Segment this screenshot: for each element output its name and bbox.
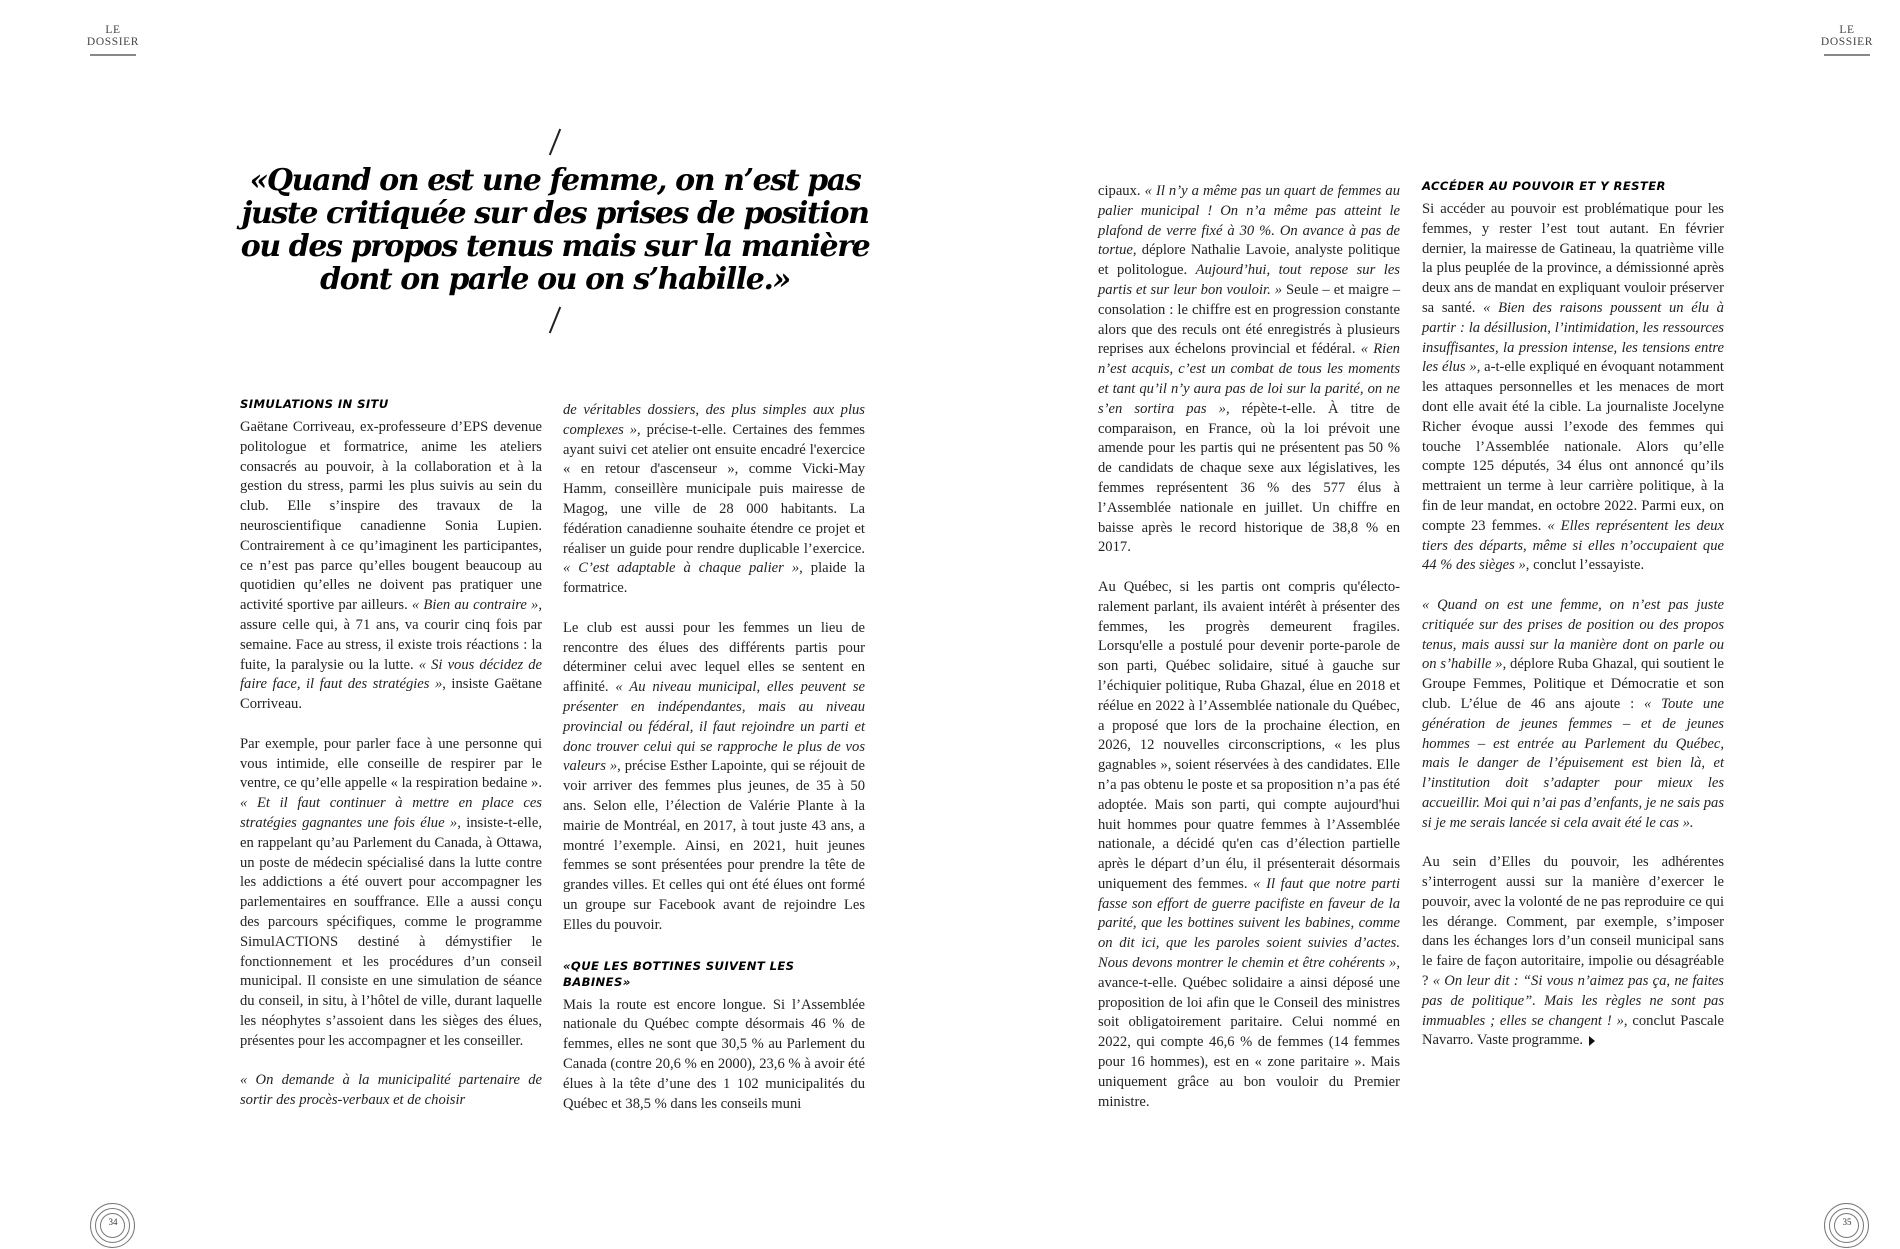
- running-head-rule: [90, 54, 136, 56]
- article-column-2: [563, 401, 865, 1134]
- running-head-rule: [1824, 54, 1870, 56]
- paragraph: « On demande à la municipalité partenaire de sortir des procès-verbaux et de choisir: [240, 1072, 542, 1109]
- paragraph: Mais la route est encore longue. Si l’Assemblée nationale du Québec compte désormais 46 % de femmes, elles ne sont que 30,5 % au Parlement du Canada (contre 20,6 % en 2000), 23,6 % à avoir été élues à la tête d’une des 1 102 municipalités du Québec et 38,5 % dans les conseils muni: [563, 996, 865, 1112]
- running-head-right: [1814, 24, 1880, 56]
- end-of-article-icon: [1589, 1036, 1595, 1046]
- paragraph: Si accéder au pouvoir est problématique pour les femmes, y rester l’est tout autant. En février dernier, la mairesse de Gatineau, la quatrième ville la plus peuplée de la province, a démissionné après deux ans de mandat en expliquant vouloir préserver sa santé. « Bien des raisons poussent un élu à partir : la désillusion, l’intimidation, les ressources insuffisantes, la pression intense, les tensions entre les élus », a-t-elle expliqué en évoquant notamment les attaques personnelles et les menaces de mort dont elle avait été la cible. La journaliste Jocelyne Richer évoque aussi l’exode des femmes qui touche l’Assemblée nationale. Alors qu’elle compte 125 députés, 34 élus ont annoncé qu’ils mettraient un terme à leur carrière politique, à la fin de leur mandat, en octobre 2022. Parmi eux, on compte 23 femmes. « Elles représentent les deux tiers des départs, même si elles n’occupaient que 44 % des sièges », conclut l’essayiste.: [1422, 201, 1724, 574]
- paragraph: Le club est aussi pour les femmes un lieu de rencontre des élues des différents partis pour déterminer celui avec lequel elles se sentent en affinité. « Au niveau municipal, elles peuvent se présenter en indépendantes, mais au niveau provincial ou fédéral, il faut rejoindre un parti et donc trouver celui qui se rapproche le plus de vos valeurs », précise Esther Lapointe, qui se réjouit de voir arriver des femmes plus jeunes, de 35 à 50 ans. Selon elle, l’élection de Valérie Plante à la mairie de Montréal, en 2017, à tout juste 43 ans, a montré l’exemple. Ainsi, en 2021, huit jeunes femmes se sont présentées pour prendre la tête de grandes villes. Et celles qui ont été élues ont formé un groupe sur Facebook avant de rejoindre Les Elles du pouvoir.: [563, 619, 865, 933]
- running-head-label: LE DOSSIER: [1820, 24, 1874, 48]
- paragraph: de véritables dossiers, des plus simples aux plus complexes », précise-t-elle. Certaines des femmes ayant suivi cet atelier ont ensuite encadré l'exercice « en retour d'ascenseur », comme Vicki-May Hamm, conseillère municipale puis mairesse de Magog, une ville de 28 000 habitants. La fédération canadienne souhaite étendre ce projet et réaliser un guide pour rendre duplicable l’exercice. « C’est adaptable à chaque palier », plaide la formatrice.: [563, 402, 865, 597]
- section-heading: «QUE LES BOTTINES SUIVENT LES BABINES»: [563, 958, 795, 989]
- section-heading: ACCÉDER AU POUVOIR ET Y RESTER: [1422, 179, 1666, 193]
- page-number-right: [1824, 1203, 1870, 1249]
- page-number: 34: [108, 1217, 118, 1227]
- running-head-label: LE DOSSIER: [86, 24, 140, 48]
- article-column-1: [240, 396, 542, 1131]
- slash-divider-icon: [549, 307, 561, 334]
- pull-quote-block: [240, 128, 870, 334]
- section-heading: SIMULATIONS IN SITU: [240, 397, 389, 411]
- pull-quote: «Quand on est une femme, on n’est pas juste critiquée sur des prises de position ou des propos tenus mais sur la manière dont on parle ou on s’habille.»: [240, 163, 870, 297]
- page-number-left: [90, 1203, 136, 1249]
- article-column-3: [1098, 182, 1400, 1132]
- paragraph: Au sein d’Elles du pouvoir, les adhérentes s’interrogent aussi sur la manière d’exercer le pouvoir, avec la volonté de ne pas reproduire ce qui les dérange. Comment, par exemple, s’imposer dans les échanges lors d’un conseil municipal sans le faire de façon autoritaire, impolie ou désagréable ? « On leur dit : “Si vous n’aimez pas ça, ne faites pas de politique”. Mais les règles ne sont pas immuables ; elles se changent ! », conclut Pascale Navarro. Vaste programme.: [1422, 854, 1724, 1049]
- paragraph: cipaux. « Il n’y a même pas un quart de femmes au palier municipal ! On n’a même pas atteint le plafond de verre fixé à 30 %. On avance à pas de tortue, déplore Nathalie Lavoie, analyste politique et politologue. Aujourd’hui, tout repose sur les partis et sur leur bon vouloir. » Seule – et maigre – consolation : le chiffre est en progression constante alors que des reculs ont été enregistrés à plusieurs reprises aux échelons provincial et fédéral. « Rien n’est acquis, c’est un combat de tous les moments et tant qu’il n’y aura pas de loi sur la parité, on ne s’en sortira pas », répète-t-elle. À titre de comparaison, en France, où la loi prévoit une amende pour les partis qui ne présentent pas 50 % de candidats de chaque sexe aux législatives, les femmes représentent 36 % des 577 élus à l’Assemblée nationale en juillet. Un chiffre en baisse après le record historique de 38,8 % en 2017.: [1098, 183, 1401, 556]
- paragraph: Gaëtane Corriveau, ex-professeure d’EPS devenue politologue et formatrice, anime les ateliers consacrés au pouvoir, à la collaboration et à la gestion du stress, parmi les plus suivis au sein du club. Elle s’inspire des travaux de la neuroscientifique canadienne Sonia Lupien. Contrairement à ce qu’imaginent les participantes, ce n’est pas parce qu’elles bougent beaucoup au quotidien qu’elles ne doivent pas pratiquer une activité sportive par ailleurs. « Bien au contraire », assure celle qui, à 71 ans, va courir cinq fois par semaine. Face au stress, il existe trois réactions : la fuite, la paralysie ou la lutte. « Si vous décidez de faire face, il faut des stratégies », insiste Gaëtane Corriveau.: [240, 419, 542, 713]
- paragraph: « Quand on est une femme, on n’est pas juste critiquée sur des prises de position ou des propos tenus, mais aussi sur la manière dont on parle ou on s’habille », déplore Ruba Ghazal, qui soutient le Groupe Femmes, Politique et Démocratie et son club. L’élue de 46 ans ajoute : « Toute une génération de jeunes femmes – et de jeunes hommes – est entrée au Parlement du Québec, mais le danger de l’épuisement est bien là, et l’institution doit s’adapter pour mieux les accueillir. Moi qui n’ai pas d’enfants, je ne sais pas si je me serais lancée si cela avait été le cas ».: [1422, 596, 1724, 831]
- slash-divider-icon: [549, 129, 561, 156]
- running-head-left: [80, 24, 146, 56]
- paragraph: Au Québec, si les partis ont compris qu'électoralement parlant, ils avaient intérêt à présenter des femmes, les progrès demeurent fragiles. Lorsqu'elle a postulé pour devenir porte-parole de son parti, Québec solidaire, situé à gauche sur l’échiquier politique, Ruba Ghazal, élue en 2018 et réélue en 2022 à l’Assemblée nationale du Québec, a proposé que lors de la prochaine élection, en 2026, 12 nouvelles circonscriptions, « les plus gagnables », soient réservées à des candidates. Elle n’a pas obtenu le poste et sa proposition n’a pas été adoptée. Mais son parti, qui compte aujourd'hui huit hommes pour quatre femmes à l’Assemblée nationale, a décidé qu'en cas d’élection partielle après le départ d’un élu, il présenterait désormais uniquement des femmes. « Il faut que notre parti fasse son effort de guerre pacifiste en faveur de la parité, que les bottines suivent les babines, comme on dit ici, que les paroles soient suivies d’actes. Nous devons montrer le chemin et être cohérents », avance-t-elle. Québec solidaire a ainsi déposé une proposition de loi afin que le Conseil des ministres soit obligatoirement paritaire. Celui nommé en 2022, qui compte 46,6 % de femmes (14 femmes pour 16 hommes), est en « zone paritaire ». Mais uniquement grâce au bon vouloir du Premier ministre.: [1098, 578, 1400, 1110]
- page-number: 35: [1842, 1217, 1852, 1227]
- paragraph: Par exemple, pour parler face à une personne qui vous intimide, elle conseille de respirer par le ventre, ce qu’elle appelle « la respiration bedaine ». « Et il faut continuer à mettre en place ces stratégies gagnantes une fois élue », insiste-t-elle, en rappelant qu’au Parlement du Canada, à Ottawa, un poste de médecin spécialisé dans la lutte contre les addictions a été ouvert pour accompagner les parlementaires en souffrance. Elle a aussi conçu des parcours spécifiques, comme le programme SimulACTIONS destiné à démystifier le fonctionnement et les procédures d’un conseil municipal. Il consiste en une simulation de séance du conseil, in situ, à l’hôtel de ville, durant laquelle les néophytes s’assoient dans les sièges des élues, présentes pour les accompagner et les conseiller.: [240, 735, 542, 1049]
- article-column-4: [1422, 178, 1724, 1071]
